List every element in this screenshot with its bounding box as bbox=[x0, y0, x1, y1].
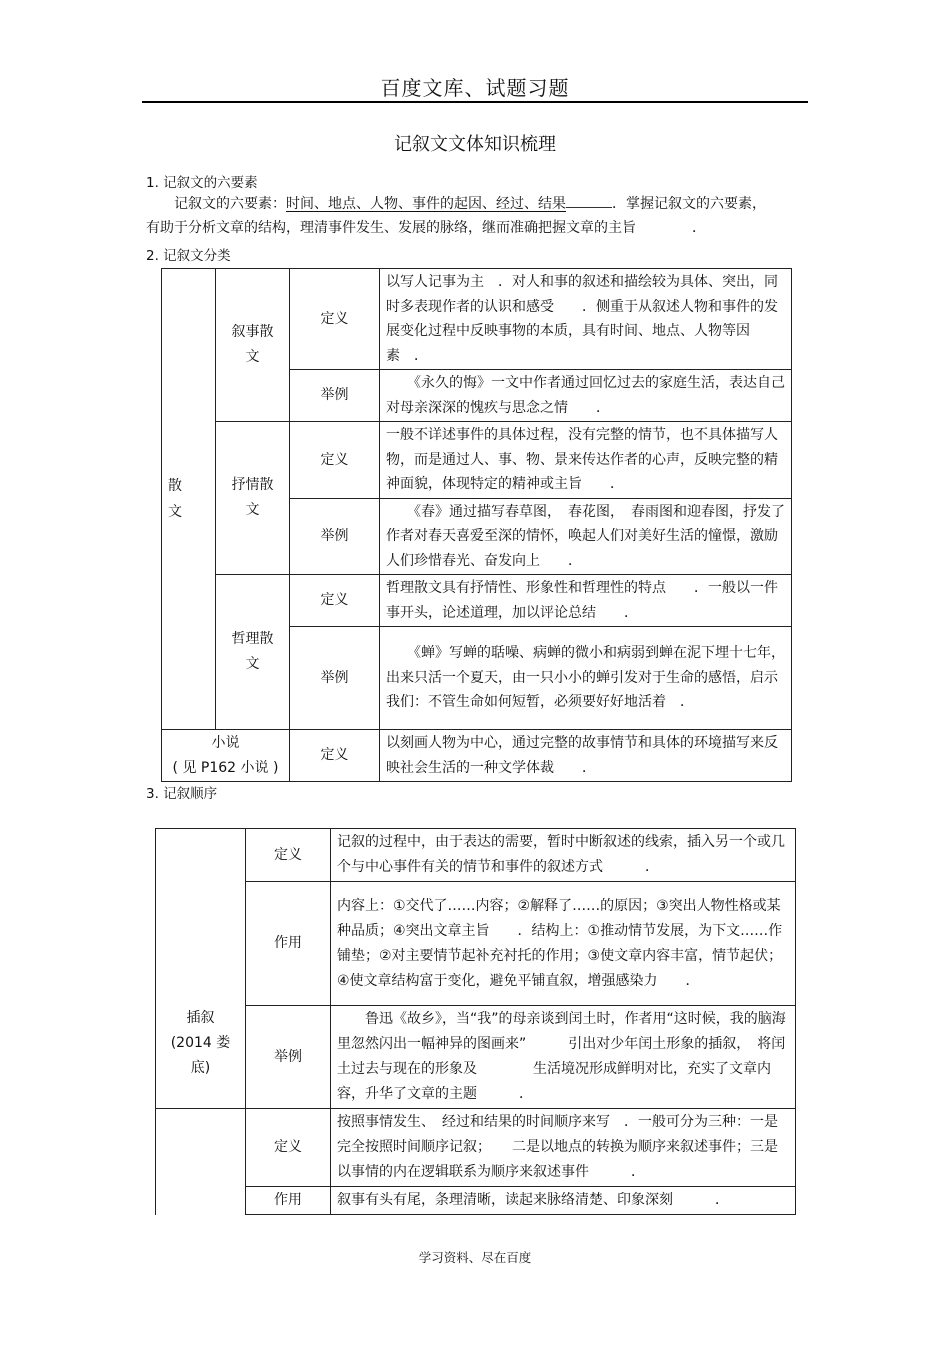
document-title: 记叙文文体知识梳理 bbox=[394, 134, 556, 155]
insert-narration-label bbox=[156, 829, 246, 1109]
novel-definition: 以刻画人物为中心，通过完整的故事情节和具体的环境描写来反映社会生活的一种文学体裁 ． bbox=[380, 730, 792, 782]
insert-example: 鲁迅《故乡》，当“我”的母亲谈到闰土时，作者用“这时候，我的脑海里忽然闪出一幅神异的图画来” 引出对少年闰土形象的插叙， 将闰土过去与现在的形象及 生活境况形成鲜明对比，充实了文章内容，升华了文章的主题 ． bbox=[331, 1006, 796, 1109]
insert-narration-note: (2014 娄底) bbox=[170, 1035, 231, 1076]
header-title: 百度文库、试题习题 bbox=[380, 76, 570, 100]
order-use-label: 作用 bbox=[246, 1187, 331, 1215]
lyric-example: 《春》通过描写春草图， 春花图， 春雨图和迎春图，抒发了作者对春天喜爱至深的情怀，唤起人们对美好生活的憧憬，激励人们珍惜春光、奋发向上 ． bbox=[380, 498, 792, 575]
lyric-example-label: 举例 bbox=[290, 498, 380, 575]
narrative-definition: 以写人记事为主 ．对人和事的叙述和描绘较为具体、突出，同时多表现作者的认识和感受 ．侧重于从叙述人物和事件的发展变化过程中反映事物的本质，具有时间、地点、人物等因素 ． bbox=[380, 269, 792, 370]
novel-note: ( 见 P162 小说 ) bbox=[172, 759, 279, 776]
insert-use-label: 作用 bbox=[246, 882, 331, 1006]
insert-definition: 记叙的过程中，由于表达的需要，暂时中断叙述的线索，插入另一个或几个与中心事件有关的情节和事件的叙述方式 ． bbox=[331, 829, 796, 882]
philosophy-definition: 哲理散文具有抒情性、形象性和哲理性的特点 ．一般以一件事开头，论述道理，加以评论总结 ． bbox=[380, 575, 792, 627]
blank-line bbox=[566, 193, 612, 208]
section-1-text-tail: ．掌握记叙文的六要素， bbox=[612, 196, 766, 212]
order-definition: 按照事情发生、 经过和结果的时间顺序来写 ．一般可分为三种：一是完全按照时间顺序记叙； 二是以地点的转换为顺序来叙述事件；三是以事情的内在逻辑联系为顺序来叙述事件 ． bbox=[331, 1109, 796, 1187]
section-3-heading: 3. 记叙顺序 bbox=[146, 786, 218, 802]
insert-narration-name: 插叙 bbox=[186, 1010, 215, 1026]
six-elements-underlined: 时间、地点、人物、事件的起因、经过、结果 bbox=[286, 196, 566, 212]
header-divider bbox=[142, 101, 808, 103]
category-sanwen: 散文 bbox=[162, 269, 216, 730]
section-1-heading: 1. 记叙文的六要素 bbox=[146, 175, 258, 191]
philosophy-prose-label: 哲理散文 bbox=[216, 575, 290, 730]
philosophy-example: 《蝉》写蝉的聒噪、病蝉的微小和病弱到蝉在泥下埋十七年，出来只活一个夏天，由一只小小的蝉引发对于生命的感悟，启示我们：不管生命如何短暂，必须要好好地活着 ． bbox=[380, 627, 792, 730]
section-2-heading: 2. 记叙文分类 bbox=[146, 248, 231, 264]
classification-table bbox=[161, 268, 792, 782]
insert-example-label: 举例 bbox=[246, 1006, 331, 1109]
insert-function: 内容上：①交代了……内容；②解释了……的原因；③突出人物性格或某种品质；④突出文章主旨 ．结构上：①推动情节发展，为下文……作铺垫；②对主要情节起补充衬托的作用；③使文章内容丰富，情节起伏；④使文章结构富于变化，避免平铺直叙，增强感染力 ． bbox=[331, 882, 796, 1006]
order-function: 叙事有头有尾，条理清晰，读起来脉络清楚、印象深刻 ． bbox=[331, 1187, 796, 1215]
narrative-prose-label: 叙事散文 bbox=[216, 269, 290, 422]
insert-def-label: 定义 bbox=[246, 829, 331, 882]
novel-def-label: 定义 bbox=[290, 730, 380, 782]
order-def-label: 定义 bbox=[246, 1109, 331, 1187]
narrative-example: 《永久的悔》一文中作者通过回忆过去的家庭生活，表达自己对母亲深深的愧疚与思念之情 ． bbox=[380, 370, 792, 422]
order-narration-label bbox=[156, 1109, 246, 1215]
philosophy-def-label: 定义 bbox=[290, 575, 380, 627]
novel-name: 小说 bbox=[211, 735, 240, 751]
narrative-def-label: 定义 bbox=[290, 269, 380, 370]
novel-label bbox=[162, 730, 290, 782]
section-1-text: 记叙文的六要素： bbox=[174, 196, 286, 212]
lyric-definition: 一般不详述事件的具体过程，没有完整的情节，也不具体描写人物，而是通过人、事、物、景来传达作者的心声，反映完整的精神面貌，体现特定的精神或主旨 ． bbox=[380, 422, 792, 499]
philosophy-example-label: 举例 bbox=[290, 627, 380, 730]
narrative-example-label: 举例 bbox=[290, 370, 380, 422]
lyric-prose-label: 抒情散文 bbox=[216, 422, 290, 575]
section-1-line-2: 有助于分析文章的结构，理清事件发生、发展的脉络，继而准确把握文章的主旨 ． bbox=[146, 220, 706, 236]
section-1-paragraph bbox=[146, 192, 806, 240]
narrative-order-table bbox=[155, 828, 796, 1215]
footer-text: 学习资料、尽在百度 bbox=[418, 1250, 532, 1265]
lyric-def-label: 定义 bbox=[290, 422, 380, 499]
